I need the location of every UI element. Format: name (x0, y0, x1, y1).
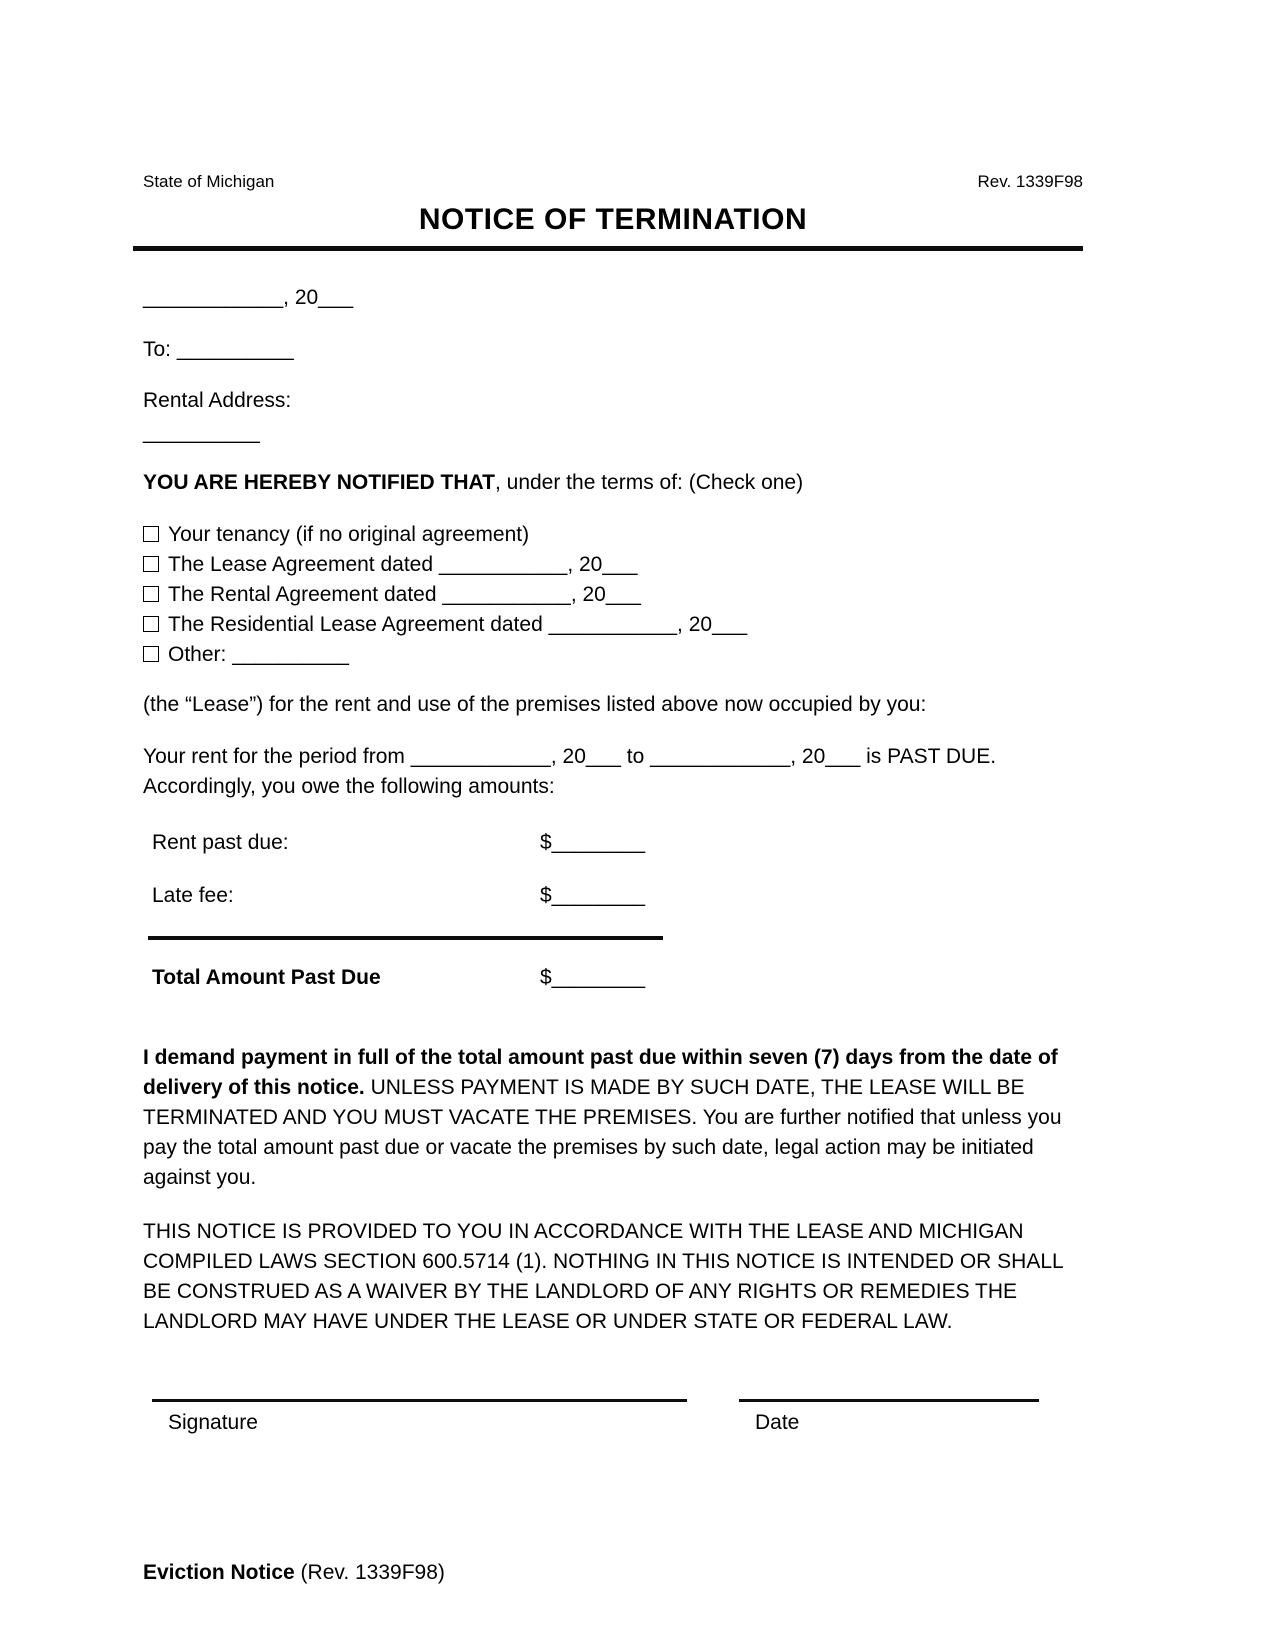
checkbox-icon[interactable] (143, 646, 159, 662)
rent-past-due-blank[interactable]: $________ (540, 831, 646, 854)
doc-footer (143, 1558, 1083, 1588)
state-label: State of Michigan (143, 172, 275, 191)
checkbox-option-residential-lease[interactable] (143, 610, 1083, 640)
checkbox-label: The Residential Lease Agreement dated ___________, 20___ (168, 613, 748, 636)
total-amount-label: Total Amount Past Due (152, 966, 381, 989)
rental-address-blank[interactable]: __________ (143, 421, 260, 444)
total-separator-rule (148, 936, 663, 940)
total-amount-row (143, 963, 1083, 993)
notified-statement (143, 468, 1083, 498)
late-fee-label: Late fee: (152, 884, 234, 907)
demand-rest: UNLESS PAYMENT IS MADE BY SUCH DATE, THE LEASE WILL BE TERMINATED AND YOU MUST VACATE THE PREMISES. You are further notified that unless you pay the total amount past due or vacate the premises by such date, legal action may be initiated against you. (143, 1076, 1062, 1189)
lease-clause: (the “Lease”) for the rent and use of the premises listed above now occupied by you: (143, 693, 927, 716)
signature-line[interactable] (152, 1399, 687, 1402)
title-rule (133, 246, 1083, 251)
checkbox-option-tenancy[interactable] (143, 520, 1083, 550)
checkbox-option-lease-agreement[interactable] (143, 550, 1083, 580)
signature-field (152, 1399, 687, 1438)
rent-past-due-label: Rent past due: (152, 831, 289, 854)
checkbox-label: The Rental Agreement dated ___________, 20___ (168, 583, 641, 606)
checkbox-option-rental-agreement[interactable] (143, 580, 1083, 610)
revision-label: Rev. 1339F98 (977, 172, 1083, 191)
doc-header (143, 172, 1083, 192)
notified-bold: YOU ARE HEREBY NOTIFIED THAT (143, 471, 495, 494)
footer-title: Eviction Notice (143, 1561, 295, 1584)
rent-past-due-row (143, 828, 1083, 858)
checkbox-icon[interactable] (143, 526, 159, 542)
checkbox-icon[interactable] (143, 586, 159, 602)
rental-address-label: Rental Address: (143, 389, 292, 412)
notice-date-blank[interactable]: ____________, 20___ (143, 286, 354, 309)
demand-paragraph (143, 1043, 1083, 1193)
page-title: NOTICE OF TERMINATION (418, 203, 808, 236)
notified-rest: , under the terms of: (Check one) (494, 471, 804, 494)
late-fee-row (143, 881, 1083, 911)
checkbox-icon[interactable] (143, 616, 159, 632)
legal-paragraph: THIS NOTICE IS PROVIDED TO YOU IN ACCORDANCE WITH THE LEASE AND MICHIGAN COMPILED LAWS SECTION 600.5714 (1). NOTHING IN THIS NOTICE IS INTENDED OR SHALL BE CONSTRUED AS A WAIVER BY THE LANDLORD OF ANY RIGHTS OR REMEDIES THE LANDLORD MAY HAVE UNDER THE LEASE OR UNDER STATE OR FEDERAL LAW. (143, 1220, 1063, 1333)
date-label: Date (755, 1411, 800, 1434)
check-one-list (143, 520, 1083, 670)
checkbox-label: Your tenancy (if no original agreement) (168, 523, 530, 546)
late-fee-blank[interactable]: $________ (540, 884, 646, 907)
date-line[interactable] (739, 1399, 1039, 1402)
checkbox-label: Other: __________ (168, 643, 349, 666)
checkbox-option-other[interactable] (143, 640, 1083, 670)
total-amount-blank[interactable]: $________ (540, 966, 646, 989)
date-field (739, 1399, 1039, 1438)
footer-revision: (Rev. 1339F98) (294, 1561, 445, 1584)
checkbox-icon[interactable] (143, 556, 159, 572)
demand-bold: I demand payment in full of the total amount past due within seven (7) days from the date of delivery of this notice. (143, 1046, 1058, 1099)
signature-label: Signature (168, 1411, 258, 1434)
rent-past-due-paragraph: Your rent for the period from ____________, 20___ to ____________, 20___ is PAST DUE. Accordingly, you owe the following amounts: (143, 745, 997, 798)
checkbox-label: The Lease Agreement dated ___________, 20___ (168, 553, 638, 576)
signature-section (143, 1399, 1083, 1438)
to-field[interactable]: To: __________ (143, 338, 294, 361)
